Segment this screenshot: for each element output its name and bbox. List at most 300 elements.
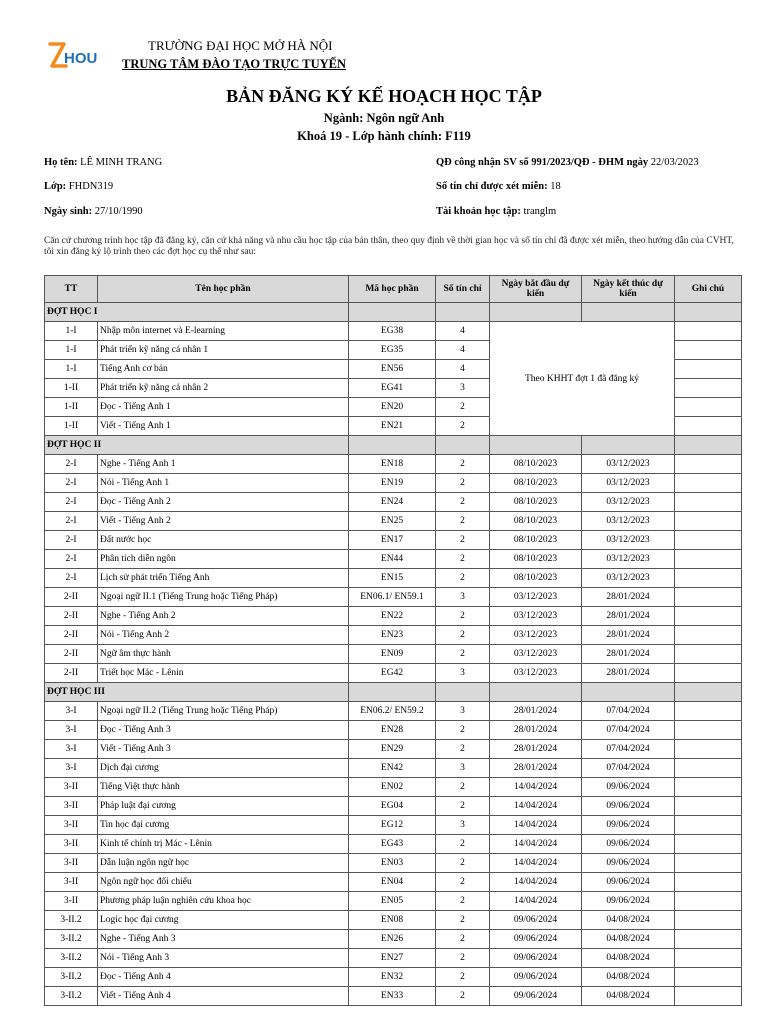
cell-note <box>675 778 742 797</box>
table-row <box>45 949 742 968</box>
cell-credits: 2 <box>436 968 490 987</box>
cell-course-code: EN02 <box>349 778 436 797</box>
cell-credits: 2 <box>436 892 490 911</box>
cell-course-name: Nhập môn internet và E-learning <box>98 322 349 341</box>
cell-course-name: Tin học đại cương <box>98 816 349 835</box>
table-row <box>45 797 742 816</box>
cell-start-date: 14/04/2024 <box>490 816 582 835</box>
cell-course-name: Ngoại ngữ II.1 (Tiếng Trung hoặc Tiếng Pháp) <box>98 588 349 607</box>
cell-course-name: Đọc - Tiếng Anh 3 <box>98 721 349 740</box>
section-empty-cell <box>436 303 490 322</box>
cell-tt: 3-II.2 <box>45 930 98 949</box>
cell-note <box>675 873 742 892</box>
cell-credits: 2 <box>436 778 490 797</box>
cell-end-date: 28/01/2024 <box>582 588 675 607</box>
cell-start-date: 09/06/2024 <box>490 930 582 949</box>
cell-start-date: 03/12/2023 <box>490 645 582 664</box>
cell-course-code: EN27 <box>349 949 436 968</box>
cell-end-date: 03/12/2023 <box>582 531 675 550</box>
cell-course-code: EN15 <box>349 569 436 588</box>
cell-credits: 2 <box>436 740 490 759</box>
table-row <box>45 759 742 778</box>
section-title: ĐỢT HỌC III <box>45 683 349 702</box>
cell-credits: 2 <box>436 417 490 436</box>
section-empty-cell <box>582 303 675 322</box>
cell-end-date: 28/01/2024 <box>582 664 675 683</box>
cell-note <box>675 379 742 398</box>
table-row <box>45 873 742 892</box>
cell-start-date: 14/04/2024 <box>490 873 582 892</box>
cell-end-date: 03/12/2023 <box>582 512 675 531</box>
section-empty-cell <box>349 436 436 455</box>
table-row <box>45 512 742 531</box>
cell-course-name: Kinh tế chính trị Mác - Lênin <box>98 835 349 854</box>
cell-credits: 2 <box>436 493 490 512</box>
cell-course-code: EN28 <box>349 721 436 740</box>
cell-course-name: Tiếng Việt thực hành <box>98 778 349 797</box>
cell-course-code: EN29 <box>349 740 436 759</box>
exempt-credits-field: Số tín chỉ được xét miễn: 18 <box>436 181 561 192</box>
cell-course-code: EN09 <box>349 645 436 664</box>
header-course-name: Tên học phần <box>98 276 349 303</box>
cell-course-name: Ngoại ngữ II.2 (Tiếng Trung hoặc Tiếng Pháp) <box>98 702 349 721</box>
cell-start-date: 14/04/2024 <box>490 797 582 816</box>
table-row <box>45 854 742 873</box>
section-empty-cell <box>436 683 490 702</box>
cell-note <box>675 664 742 683</box>
cell-tt: 1-II <box>45 398 98 417</box>
student-name: LÊ MINH TRANG <box>80 157 163 168</box>
cell-course-name: Đọc - Tiếng Anh 1 <box>98 398 349 417</box>
cell-credits: 2 <box>436 949 490 968</box>
cell-course-name: Viết - Tiếng Anh 4 <box>98 987 349 1006</box>
cell-tt: 3-II <box>45 835 98 854</box>
cell-course-name: Ngữ âm thực hành <box>98 645 349 664</box>
cell-course-name: Đọc - Tiếng Anh 4 <box>98 968 349 987</box>
cell-note <box>675 835 742 854</box>
table-row <box>45 740 742 759</box>
header-tt: TT <box>45 276 98 303</box>
cell-credits: 2 <box>436 873 490 892</box>
cell-note <box>675 322 742 341</box>
cell-course-code: EN22 <box>349 607 436 626</box>
cell-credits: 3 <box>436 702 490 721</box>
cell-course-code: EN26 <box>349 930 436 949</box>
cell-end-date: 09/06/2024 <box>582 816 675 835</box>
cell-credits: 2 <box>436 626 490 645</box>
cell-tt: 3-I <box>45 721 98 740</box>
cell-start-date: 08/10/2023 <box>490 512 582 531</box>
cell-credits: 4 <box>436 360 490 379</box>
table-row <box>45 968 742 987</box>
cell-tt: 1-I <box>45 322 98 341</box>
cell-start-date: 03/12/2023 <box>490 626 582 645</box>
header-course-code: Mã học phần <box>349 276 436 303</box>
cell-course-code: EN25 <box>349 512 436 531</box>
cell-tt: 2-I <box>45 455 98 474</box>
cell-note <box>675 854 742 873</box>
cell-start-date: 09/06/2024 <box>490 968 582 987</box>
cell-note <box>675 987 742 1006</box>
cell-note <box>675 512 742 531</box>
cell-course-code: EN24 <box>349 493 436 512</box>
table-row <box>45 721 742 740</box>
section-empty-cell <box>490 436 582 455</box>
cell-note <box>675 588 742 607</box>
cell-course-code: EN06.2/ EN59.2 <box>349 702 436 721</box>
section-empty-cell <box>349 303 436 322</box>
cell-course-code: EG43 <box>349 835 436 854</box>
cell-end-date: 04/08/2024 <box>582 930 675 949</box>
cell-tt: 3-II <box>45 892 98 911</box>
cell-end-date: 09/06/2024 <box>582 854 675 873</box>
cell-course-code: EN05 <box>349 892 436 911</box>
university-logo <box>44 38 110 74</box>
cell-note <box>675 341 742 360</box>
table-row <box>45 455 742 474</box>
cell-course-code: EN33 <box>349 987 436 1006</box>
cell-tt: 1-I <box>45 360 98 379</box>
cell-note <box>675 702 742 721</box>
cell-note <box>675 626 742 645</box>
cell-note <box>675 968 742 987</box>
cell-course-code: EG42 <box>349 664 436 683</box>
header-credits: Số tín chỉ <box>436 276 490 303</box>
student-class: FHDN319 <box>68 181 114 192</box>
section-empty-cell <box>675 683 742 702</box>
cell-course-code: EN32 <box>349 968 436 987</box>
intro-paragraph: Căn cứ chương trình học tập đã đăng ký, căn cứ khả năng và nhu cầu học tập của bản thân, theo quy định về thời gian học và số tín chỉ đã được xét miễn, theo hướng dẫn của CVHT, tôi xin đăng ký lộ trình theo các đợt học cụ thể như sau: <box>44 236 734 257</box>
cell-start-date: 08/10/2023 <box>490 493 582 512</box>
cell-tt: 3-II <box>45 797 98 816</box>
cell-start-date: 08/10/2023 <box>490 455 582 474</box>
cell-tt: 2-I <box>45 569 98 588</box>
cell-course-code: EN56 <box>349 360 436 379</box>
cell-tt: 2-II <box>45 645 98 664</box>
cell-end-date: 28/01/2024 <box>582 607 675 626</box>
cell-credits: 2 <box>436 531 490 550</box>
account-field: Tài khoản học tập: tranglm <box>436 206 557 217</box>
table-row <box>45 892 742 911</box>
cell-note <box>675 949 742 968</box>
header-start-date: Ngày bắt đầu dự kiến <box>490 276 582 303</box>
cell-start-date: 14/04/2024 <box>490 835 582 854</box>
cell-course-code: EG04 <box>349 797 436 816</box>
cell-credits: 2 <box>436 930 490 949</box>
section-empty-cell <box>675 303 742 322</box>
cell-course-name: Phân tích diễn ngôn <box>98 550 349 569</box>
cell-note <box>675 797 742 816</box>
cell-credits: 3 <box>436 816 490 835</box>
cell-note <box>675 455 742 474</box>
cell-course-name: Phát triển kỹ năng cá nhân 2 <box>98 379 349 398</box>
cell-tt: 3-II.2 <box>45 949 98 968</box>
cell-course-code: EN19 <box>349 474 436 493</box>
cell-course-name: Lịch sử phát triển Tiếng Anh <box>98 569 349 588</box>
cell-tt: 2-I <box>45 512 98 531</box>
svg-text:HOU: HOU <box>64 50 98 67</box>
account-name: tranglm <box>523 206 557 217</box>
section-empty-cell <box>490 683 582 702</box>
cell-credits: 3 <box>436 588 490 607</box>
cell-note <box>675 417 742 436</box>
cell-note <box>675 930 742 949</box>
merged-plan-note: Theo KHHT đợt 1 đã đăng ký <box>490 322 675 436</box>
cell-course-name: Phương pháp luận nghiên cứu khoa học <box>98 892 349 911</box>
cell-note <box>675 474 742 493</box>
cell-course-code: EN21 <box>349 417 436 436</box>
major-line: Ngành: Ngôn ngữ Anh <box>323 111 445 125</box>
cell-note <box>675 759 742 778</box>
cell-end-date: 07/04/2024 <box>582 721 675 740</box>
table-row <box>45 607 742 626</box>
document-title: BẢN ĐĂNG KÝ KẾ HOẠCH HỌC TẬP <box>226 86 542 106</box>
cell-course-name: Triết học Mác - Lênin <box>98 664 349 683</box>
cell-end-date: 04/08/2024 <box>582 968 675 987</box>
cell-start-date: 08/10/2023 <box>490 550 582 569</box>
cell-note <box>675 721 742 740</box>
cell-course-code: EN03 <box>349 854 436 873</box>
cell-course-name: Nghe - Tiếng Anh 1 <box>98 455 349 474</box>
cell-tt: 3-I <box>45 740 98 759</box>
cell-note <box>675 569 742 588</box>
cohort-line: Khoá 19 - Lớp hành chính: F119 <box>297 129 471 143</box>
cell-end-date: 09/06/2024 <box>582 873 675 892</box>
cell-tt: 1-I <box>45 341 98 360</box>
cell-start-date: 08/10/2023 <box>490 531 582 550</box>
exempt-credits: 18 <box>550 181 561 192</box>
cell-start-date: 28/01/2024 <box>490 702 582 721</box>
cell-end-date: 28/01/2024 <box>582 626 675 645</box>
section-empty-cell <box>349 683 436 702</box>
cell-course-code: EG38 <box>349 322 436 341</box>
table-row <box>45 778 742 797</box>
table-row <box>45 702 742 721</box>
cell-end-date: 09/06/2024 <box>582 835 675 854</box>
cell-start-date: 28/01/2024 <box>490 759 582 778</box>
cell-credits: 4 <box>436 322 490 341</box>
section-row <box>45 303 742 322</box>
cell-course-name: Viết - Tiếng Anh 3 <box>98 740 349 759</box>
student-class-field: Lớp: FHDN319 <box>44 181 114 192</box>
cell-credits: 2 <box>436 911 490 930</box>
cell-course-name: Nói - Tiếng Anh 3 <box>98 949 349 968</box>
cell-course-name: Viết - Tiếng Anh 2 <box>98 512 349 531</box>
cell-tt: 2-I <box>45 550 98 569</box>
cell-credits: 2 <box>436 569 490 588</box>
cell-tt: 2-II <box>45 607 98 626</box>
section-empty-cell <box>582 683 675 702</box>
cell-note <box>675 550 742 569</box>
table-row <box>45 987 742 1006</box>
table-row <box>45 569 742 588</box>
cell-start-date: 09/06/2024 <box>490 987 582 1006</box>
cell-credits: 3 <box>436 759 490 778</box>
cell-end-date: 28/01/2024 <box>582 645 675 664</box>
cell-tt: 2-II <box>45 664 98 683</box>
cell-course-name: Logic học đại cương <box>98 911 349 930</box>
cell-tt: 2-I <box>45 531 98 550</box>
cell-course-code: EG41 <box>349 379 436 398</box>
section-empty-cell <box>675 436 742 455</box>
student-dob-field: Ngày sinh: 27/10/1990 <box>44 206 143 217</box>
cell-note <box>675 740 742 759</box>
student-name-field: Họ tên: LÊ MINH TRANG <box>44 157 163 168</box>
cell-course-code: EG12 <box>349 816 436 835</box>
cell-credits: 2 <box>436 645 490 664</box>
cell-note <box>675 493 742 512</box>
section-row <box>45 683 742 702</box>
cell-course-name: Viết - Tiếng Anh 1 <box>98 417 349 436</box>
section-title: ĐỢT HỌC II <box>45 436 349 455</box>
cell-tt: 3-II.2 <box>45 968 98 987</box>
cell-credits: 4 <box>436 341 490 360</box>
cell-credits: 2 <box>436 398 490 417</box>
cell-end-date: 03/12/2023 <box>582 550 675 569</box>
cell-tt: 3-II.2 <box>45 911 98 930</box>
cell-course-code: EN17 <box>349 531 436 550</box>
cell-course-code: EN08 <box>349 911 436 930</box>
cell-note <box>675 816 742 835</box>
cell-course-name: Dịch đại cương <box>98 759 349 778</box>
cell-start-date: 28/01/2024 <box>490 740 582 759</box>
cell-credits: 2 <box>436 797 490 816</box>
cell-tt: 3-II <box>45 854 98 873</box>
cell-note <box>675 360 742 379</box>
table-row <box>45 322 742 341</box>
cell-course-name: Ngôn ngữ học đối chiếu <box>98 873 349 892</box>
cell-course-code: EN20 <box>349 398 436 417</box>
cell-course-name: Nói - Tiếng Anh 2 <box>98 626 349 645</box>
cell-end-date: 09/06/2024 <box>582 797 675 816</box>
cell-tt: 3-I <box>45 759 98 778</box>
cell-note <box>675 531 742 550</box>
cell-end-date: 03/12/2023 <box>582 493 675 512</box>
cell-end-date: 04/08/2024 <box>582 911 675 930</box>
table-header-row <box>45 276 742 303</box>
cell-credits: 2 <box>436 987 490 1006</box>
table-row <box>45 550 742 569</box>
study-plan-table <box>44 275 742 1006</box>
cell-end-date: 07/04/2024 <box>582 759 675 778</box>
table-row <box>45 474 742 493</box>
cell-course-name: Đất nước học <box>98 531 349 550</box>
section-row <box>45 436 742 455</box>
table-row <box>45 911 742 930</box>
cell-course-name: Đọc - Tiếng Anh 2 <box>98 493 349 512</box>
decision-date: 22/03/2023 <box>650 157 699 168</box>
cell-course-name: Nghe - Tiếng Anh 3 <box>98 930 349 949</box>
cell-start-date: 03/12/2023 <box>490 664 582 683</box>
cell-course-name: Tiếng Anh cơ bản <box>98 360 349 379</box>
org-name: TRƯỜNG ĐẠI HỌC MỞ HÀ NỘI <box>148 38 333 53</box>
cell-tt: 3-II.2 <box>45 987 98 1006</box>
table-row <box>45 645 742 664</box>
cell-tt: 2-I <box>45 474 98 493</box>
cell-note <box>675 398 742 417</box>
cell-course-code: EN04 <box>349 873 436 892</box>
section-empty-cell <box>582 436 675 455</box>
table-row <box>45 531 742 550</box>
cell-course-name: Nói - Tiếng Anh 1 <box>98 474 349 493</box>
cell-tt: 3-II <box>45 816 98 835</box>
table-row <box>45 664 742 683</box>
cell-start-date: 28/01/2024 <box>490 721 582 740</box>
cell-course-code: EG35 <box>349 341 436 360</box>
cell-tt: 3-II <box>45 778 98 797</box>
cell-note <box>675 911 742 930</box>
cell-course-name: Pháp luật đại cương <box>98 797 349 816</box>
student-dob: 27/10/1990 <box>94 206 143 217</box>
cell-end-date: 03/12/2023 <box>582 455 675 474</box>
cell-course-code: EN18 <box>349 455 436 474</box>
cell-credits: 2 <box>436 854 490 873</box>
cell-note <box>675 892 742 911</box>
cell-credits: 3 <box>436 664 490 683</box>
cell-course-code: EN42 <box>349 759 436 778</box>
cell-start-date: 09/06/2024 <box>490 911 582 930</box>
cell-tt: 3-I <box>45 702 98 721</box>
cell-end-date: 07/04/2024 <box>582 740 675 759</box>
table-row <box>45 835 742 854</box>
cell-credits: 2 <box>436 721 490 740</box>
cell-course-name: Dẫn luận ngôn ngữ học <box>98 854 349 873</box>
cell-course-code: EN23 <box>349 626 436 645</box>
cell-note <box>675 645 742 664</box>
cell-end-date: 07/04/2024 <box>582 702 675 721</box>
cell-start-date: 08/10/2023 <box>490 569 582 588</box>
cell-start-date: 03/12/2023 <box>490 607 582 626</box>
decision-field: QĐ công nhận SV số 991/2023/QĐ - ĐHM ngày 22/03/2023 <box>436 157 699 168</box>
cell-course-code: EN44 <box>349 550 436 569</box>
cell-credits: 2 <box>436 550 490 569</box>
section-empty-cell <box>490 303 582 322</box>
cell-end-date: 04/08/2024 <box>582 949 675 968</box>
cell-note <box>675 607 742 626</box>
cell-tt: 2-I <box>45 493 98 512</box>
cell-start-date: 14/04/2024 <box>490 778 582 797</box>
cell-start-date: 09/06/2024 <box>490 949 582 968</box>
cell-tt: 2-II <box>45 588 98 607</box>
cell-tt: 1-II <box>45 417 98 436</box>
cell-course-name: Nghe - Tiếng Anh 2 <box>98 607 349 626</box>
header-note: Ghi chú <box>675 276 742 303</box>
cell-end-date: 09/06/2024 <box>582 778 675 797</box>
org-unit: TRUNG TÂM ĐÀO TẠO TRỰC TUYẾN <box>122 57 346 71</box>
section-title: ĐỢT HỌC I <box>45 303 349 322</box>
table-row <box>45 816 742 835</box>
cell-end-date: 09/06/2024 <box>582 892 675 911</box>
cell-tt: 2-II <box>45 626 98 645</box>
cell-course-code: EN06.1/ EN59.1 <box>349 588 436 607</box>
header-end-date: Ngày kết thúc dự kiến <box>582 276 675 303</box>
table-row <box>45 588 742 607</box>
cell-course-name: Phát triển kỹ năng cá nhân 1 <box>98 341 349 360</box>
cell-start-date: 14/04/2024 <box>490 892 582 911</box>
cell-tt: 3-II <box>45 873 98 892</box>
cell-end-date: 03/12/2023 <box>582 569 675 588</box>
cell-credits: 2 <box>436 835 490 854</box>
cell-tt: 1-II <box>45 379 98 398</box>
section-empty-cell <box>436 436 490 455</box>
cell-credits: 2 <box>436 474 490 493</box>
cell-credits: 2 <box>436 512 490 531</box>
cell-credits: 2 <box>436 607 490 626</box>
cell-start-date: 08/10/2023 <box>490 474 582 493</box>
cell-start-date: 14/04/2024 <box>490 854 582 873</box>
cell-end-date: 04/08/2024 <box>582 987 675 1006</box>
table-row <box>45 626 742 645</box>
